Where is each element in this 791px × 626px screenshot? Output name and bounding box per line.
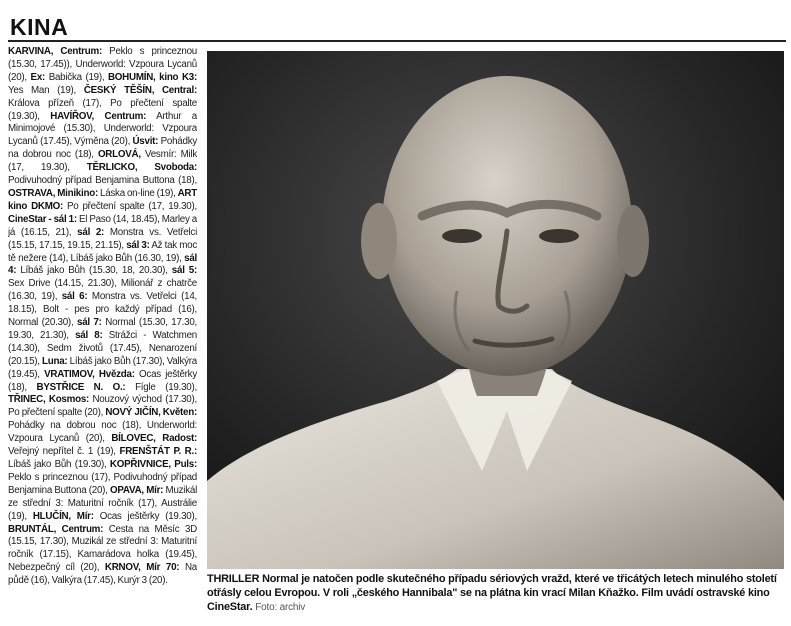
- cinema-name: KARVINÁ, Centrum:: [8, 46, 102, 57]
- showtimes: Po přečtení spalte (17, 19.30),: [63, 200, 197, 212]
- article-photo: [207, 51, 784, 569]
- section-rule: [8, 40, 786, 42]
- showtimes: Ocas ještěrky (18),: [8, 368, 197, 393]
- cinema-name: BOHUMÍN, kino K3:: [107, 71, 197, 83]
- cinema-name: ČESKÝ TĚŠÍN, Central:: [83, 84, 197, 96]
- cinema-name: sál 7:: [77, 317, 102, 329]
- showtimes: Arthur a Minimojové (15.30), Underworld: Vzpoura Lycanů (17.45), Výměna (20),: [8, 110, 197, 148]
- cinema-name: sál 3:: [126, 239, 150, 251]
- showtimes: Normal (15.30, 17.30, 19.30, 21.30),: [8, 317, 197, 341]
- cinema-name: BYSTŘICE N. O.:: [36, 381, 126, 393]
- cinema-name: VRATIMOV, Hvězda:: [44, 368, 135, 380]
- showtimes: Muzikál ze střední 3: Maturitní ročník (17), Austrálie (19),: [8, 484, 197, 522]
- showtimes: Podivuhodný případ Benjamina Buttona (18),: [8, 175, 197, 187]
- showtimes: Cesta na Měsíc 3D (15.15, 17.30), Muzikál ze střední 3: Maturitní ročník (17.15), Kamarádova holka (19.45), Nebezpečný cíl (20),: [8, 523, 197, 574]
- cinema-name: Luna:: [42, 355, 68, 367]
- portrait-photo-icon: [207, 51, 784, 569]
- cinema-name: NOVÝ JIČÍN, Květen:: [105, 407, 197, 419]
- cinema-listings: [8, 46, 197, 620]
- cinema-name: TĚRLICKO, Svoboda:: [86, 162, 197, 174]
- showtimes: Líbáš jako Bůh (17.30), Valkýra (19.45),: [8, 355, 197, 380]
- cinema-name: sál 8:: [75, 329, 103, 341]
- cinema-name: ORLOVÁ,: [97, 149, 141, 161]
- cinema-name: ART kino DKMO:: [8, 187, 197, 212]
- cinema-name: Úsvit:: [132, 136, 159, 148]
- showtimes: El Paso (14, 18.45), Marley a já (16.15, 21),: [8, 213, 197, 238]
- showtimes: Nouzový východ (17.30), Po přečtení spalte (20),: [8, 394, 197, 419]
- showtimes: Až tak moc tě nežere (14), Líbáš jako Bůh (16.30, 19),: [8, 239, 197, 264]
- showtimes: Peklo s princeznou (17), Podivuhodný případ Benjamina Buttona (20),: [8, 471, 197, 496]
- cinema-name: sál 6:: [61, 291, 88, 303]
- cinema-name: FRENŠTÁT P. R.:: [119, 446, 197, 458]
- cinema-name: OPAVA, Mír:: [110, 484, 164, 496]
- showtimes: Peklo s princeznou (15.30, 17.45)), Underworld: Vzpoura Lycanů (20),: [8, 46, 197, 83]
- showtimes: Monstra vs. Vetřelci (14, 18.15), Bolt - pes pro každý případ (16), Normal (20.30),: [8, 291, 197, 329]
- showtimes: Láska on-line (19),: [97, 187, 178, 199]
- cinema-name: HAVÍŘOV, Centrum:: [50, 110, 147, 122]
- section-title: KINA: [10, 14, 69, 40]
- cinema-name: HLUČÍN, Mír:: [32, 510, 94, 522]
- showtimes: Ocas ještěrky (19.30),: [93, 510, 197, 522]
- showtimes: Líbáš jako Bůh (19.30),: [8, 459, 110, 470]
- showtimes: Líbáš jako Bůh (15.30, 18, 20.30),: [16, 265, 172, 277]
- showtimes: Králova přízeň (17), Po přečtení spalte (19.30),: [8, 97, 197, 122]
- cinema-name: CineStar - sál 1:: [8, 213, 77, 225]
- showtimes: Strážci - Watchmen (14.30), Sedm životů (17.45), Nenarození (20.15),: [8, 329, 197, 367]
- showtimes: Monstra vs. Vetřelci (15.15, 17.15, 19.15, 21.15),: [8, 226, 197, 251]
- showtimes: Yes Man (19),: [8, 84, 84, 96]
- showtimes: Babička (19),: [45, 71, 108, 83]
- showtimes: Pohádky na dobrou noc (18),: [8, 136, 197, 161]
- cinema-name: BRUNTÁL, Centrum:: [8, 523, 104, 535]
- cinema-name: OSTRAVA, Minikino:: [8, 187, 98, 199]
- showtimes: Pohádky na dobrou noc (18), Underworld: Vzpoura Lycanů (20),: [8, 420, 197, 445]
- cinema-name: sál 4:: [8, 252, 197, 277]
- cinema-name: sál 2:: [77, 226, 105, 238]
- showtimes: Na půdě (16), Valkýra (17.45), Kurýr 3 (20).: [8, 562, 197, 587]
- showtimes: Veřejný nepřítel č. 1 (19),: [8, 446, 120, 458]
- photo-caption: [207, 572, 784, 615]
- showtimes: Fígle (19.30),: [125, 381, 197, 393]
- showtimes: Vesmír: Milk (17, 19.30),: [8, 149, 197, 174]
- cinema-name: KRNOV, Mír 70:: [104, 562, 180, 574]
- cinema-name: KOPŘIVNICE, Puls:: [109, 459, 197, 470]
- cinema-name: sál 5:: [171, 265, 197, 277]
- cinema-name: Ex:: [30, 71, 46, 83]
- photo-credit: Foto: archiv: [255, 602, 306, 613]
- caption-text: THRILLER Normal je natočen podle skutečného případu sériových vražd, které ve třicátých letech minulého století otřásly celou Evropou. V roli „českého Hannibala" se na plátna kin vrací Milan Kňažko. Film uvádí ostravské kino CineStar.: [207, 573, 777, 613]
- showtimes: Sex Drive (14.15, 21.30), Milionář z chatrče (16.30, 19),: [8, 278, 197, 303]
- cinema-name: TŘINEC, Kosmos:: [8, 394, 90, 406]
- cinema-name: BÍLOVEC, Radost:: [111, 433, 197, 445]
